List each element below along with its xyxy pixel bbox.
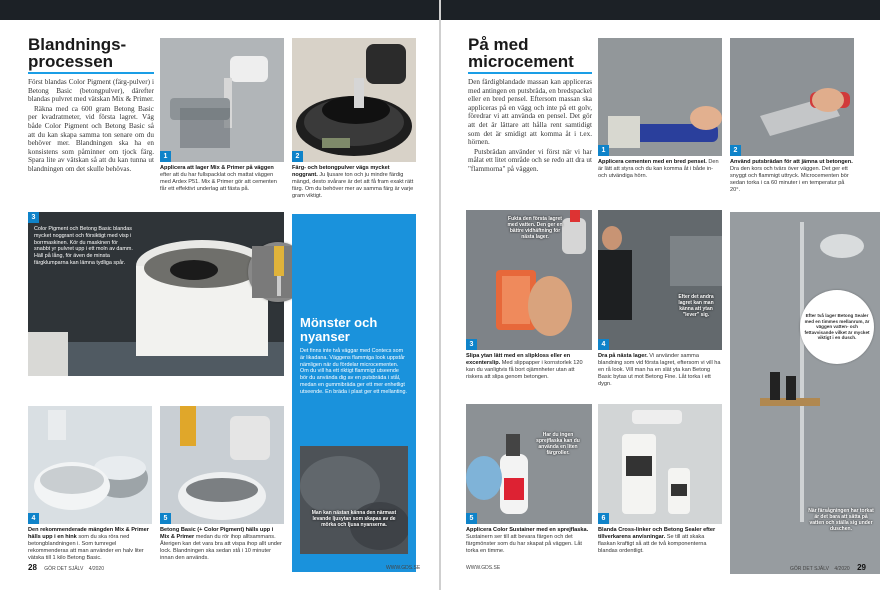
- pouring-image: [160, 406, 284, 524]
- left-caption-3: Color Pigment och Betong Basic blandas mycket noggrant och försiktigt med visp i borrmaskinen. Kör du maskinen för snabbt yr pulvret upp i ett moln av damm. Häll på lång, för även de minsta färgklumparna kan lämna tydliga spår.: [34, 226, 133, 266]
- step-number-4: 4: [28, 513, 39, 524]
- left-photo-3: [28, 212, 284, 376]
- right-step-number-1: 1: [598, 145, 609, 156]
- right-caption-1-text: Den är lätt att styra och du kan komma åt i både in- och utvändiga hörn.: [598, 159, 719, 179]
- worker-wall-image: [598, 210, 722, 350]
- left-title-line2: processen: [28, 52, 114, 71]
- right-intro-p2: Putsbrädan använder vi först när vi har målat ett litet område och se redo att dra ut "flammorna" på väggen.: [468, 147, 592, 173]
- left-caption-1-text: efter att du har fullspacklat och mattat väggen med Ardex P51. Mix & Primer gör att cementen får ett effektivt underlag att fästa på.: [160, 172, 277, 192]
- liquid-bucket-image: [28, 406, 152, 524]
- right-caption-4: [598, 353, 722, 388]
- right-overlay-4: Efter det andra lagret kan man känna att ytan "lever" sig.: [678, 294, 714, 318]
- left-caption-4-bold: Den rekommenderade mängden Mix & Primer hälls upp i en hink: [28, 527, 149, 540]
- info-box-title: [300, 316, 377, 344]
- step-number-1: 1: [160, 151, 171, 162]
- left-intro: [28, 78, 154, 175]
- right-caption-3-bold: Slipa ytan lätt med en slipkloss eller en excenterslip.: [466, 353, 571, 366]
- step-number-5: 5: [160, 513, 171, 524]
- right-intro-p1: Den färdigblandade massan kan appliceras med antingen en putsbräda, en bredspackel eller en bred pensel. Eftersom massan ska appliceras på en vägg och inte på ett golv, föredrar vi att använda en pensel. Det gör att det är lättare att hålla rent samtidigt som det är smidigt att komma åt i t.ex. hörnen.: [468, 78, 592, 147]
- right-caption-6-bold: Blanda Cross-linker och Betong Sealer efter tillverkarens anvisningar.: [598, 527, 716, 540]
- page-gutter: [439, 0, 441, 590]
- right-photo-4: [598, 210, 722, 350]
- info-box-text: Det finns inte två väggar med Contecs som är likadana. Väggens flammiga look uppstår nämligen när du fördelar microcementen. Om du vill ha ett riktigt flammigt utseende bör du använda dig av en putsbräda i stål, medan en gummibräda ger ett mer enhetligt utseende. En bräda i plast ger ett mellanting.: [300, 348, 407, 395]
- right-intro: [468, 78, 592, 175]
- spray-bottle-image: [466, 404, 592, 524]
- right-title: [468, 36, 574, 70]
- left-title-line1: Blandnings-: [28, 35, 127, 54]
- paint-roller-image: [160, 38, 284, 162]
- right-page-number: 29: [857, 563, 866, 572]
- right-photo-5: [466, 404, 592, 524]
- left-page: [0, 20, 438, 590]
- step-number-3: 3: [28, 212, 39, 223]
- right-caption-1: [598, 159, 722, 180]
- right-title-line1: På med: [468, 35, 529, 54]
- left-footer-magazine: GÖR DET SJÄLV: [44, 566, 84, 572]
- right-caption-5-bold: Applicera Color Sustainer med en sprejflaska.: [466, 527, 589, 533]
- shower-photo: [730, 212, 880, 574]
- left-intro-p1: Först blandas Color Pigment (färg-pulver) i Betong Basic (betongpulver), därefter blandas pulvret med vätskan Mix & Primer.: [28, 78, 154, 104]
- step-number-2: 2: [292, 151, 303, 162]
- left-caption-5-bold: Betong Basic (+ Color Pigment) hälls upp i Mix & Primer: [160, 527, 274, 540]
- scale-image: [292, 38, 416, 162]
- left-photo-2: [292, 38, 416, 162]
- right-footer-url: WWW.GDS.SE: [466, 565, 501, 571]
- right-footer-issue: 4/2020: [834, 566, 850, 572]
- right-page: [442, 20, 880, 590]
- left-title: [28, 36, 126, 70]
- right-caption-5: [466, 527, 592, 555]
- right-caption-1-bold: Applicera cementen med en bred pensel.: [598, 159, 707, 165]
- sealer-bottles-image: [598, 404, 722, 524]
- right-step-number-5: 5: [466, 513, 477, 524]
- right-bubble-tip: Efter två lager Betong Sealer med en timmes mellanrum, är väggen vatten- och fettavvisande vilket är mycket viktigt i en dusch.: [800, 290, 874, 364]
- info-box-title-line1: Mönster och: [300, 315, 378, 330]
- right-photo-6: [598, 404, 722, 524]
- right-caption-5-text: Sustainern ser till att bevara färgen och det färgmönster som du har skapat på väggen. Låt torka en timme.: [466, 534, 582, 554]
- right-overlay-5: Har du ingen sprejflaska kan du använda en liten färgroller.: [536, 432, 580, 456]
- left-info-box: [292, 214, 416, 572]
- left-caption-1-bold: Applicera att lager Mix & Primer på väggen: [160, 165, 274, 171]
- right-caption-4-bold: Dra på nästa lager.: [598, 353, 648, 359]
- right-caption-3: [466, 353, 592, 381]
- right-footer-magazine: GÖR DET SJÄLV: [790, 566, 829, 572]
- trowel-image: [730, 38, 854, 156]
- right-title-rule: [468, 72, 592, 74]
- left-caption-4-text: som du ska röra ned betongblandningen i. Som tumregel rekommenderas att man använder en halv liter vätska till 1 kilo Betong Basic.: [28, 534, 144, 561]
- right-caption-2-text: Dra den kors och tvärs över väggen. Det ger ett snyggt och flammigt uttryck. Microcementen bör sedan torka i ca 60 minuter i en temperatur på 20°.: [730, 166, 849, 193]
- right-caption-2: [730, 159, 854, 194]
- left-footer-url: WWW.GDS.SE: [386, 565, 421, 571]
- right-overlay-3: Fukta den första lagret med vatten. Den ger en bättre vidhäftning för nästa lager.: [507, 216, 563, 240]
- right-step-number-6: 6: [598, 513, 609, 524]
- right-step-number-2: 2: [730, 145, 741, 156]
- right-footer: [790, 563, 866, 572]
- left-caption-5-text: medan du rör ihop alltsammans. Återigen kan det vara bra att vispa ihop allt under lock. Blandningen ska sedan stå i 10 minuter innan den används.: [160, 534, 282, 561]
- left-photo-5: [160, 406, 284, 524]
- left-photo-4: [28, 406, 152, 524]
- left-page-number: 28: [28, 563, 37, 572]
- shower-overlay: När färsågningen har torkat är det bara att sätta på vatten och ställa sig under duschen.: [808, 508, 874, 532]
- left-caption-5: [160, 527, 284, 562]
- left-footer-issue: 4/2020: [88, 566, 104, 572]
- left-caption-2-bold: Färg- och betongpulver vägs mycket noggrant.: [292, 165, 390, 178]
- right-photo-1: [598, 38, 722, 156]
- right-step-number-3: 3: [466, 339, 477, 350]
- left-caption-1: [160, 165, 284, 193]
- right-photo-3: [466, 210, 592, 350]
- concrete-texture-image: [300, 446, 408, 554]
- info-box-title-line2: nyanser: [300, 329, 350, 344]
- left-photo-1: [160, 38, 284, 162]
- left-caption-2-text: Ju ljusare ton och ju mindre färdig mängd, desto svårare är det att få fram exakt rätt färg. Om du behöver mer av samma färg är varje gram viktigt.: [292, 172, 414, 199]
- left-caption-4: [28, 527, 152, 562]
- left-title-rule: [28, 72, 154, 74]
- brush-wall-image: [598, 38, 722, 156]
- right-caption-4-text: Vi använder samma blandning som vid första lagret, eftersom vi vill ha en rå look. Vill man ha en slät yta kan Betong Basic bytas ut mot Betong Fine. Låt torka i ett dygn.: [598, 353, 721, 387]
- right-photo-2: [730, 38, 854, 156]
- right-caption-3-text: Med slippapper i kornstorlek 120 kan du vanligtvis få bort ojämnheter utan att riskera att slipa genom betongen.: [466, 360, 583, 380]
- info-box-overlay: Man kan nästan känna den närmast levande ljusytan som skapas av de mörka och ljusa nyanserna.: [311, 510, 397, 528]
- right-title-line2: microcement: [468, 52, 574, 71]
- left-caption-2: [292, 165, 416, 200]
- right-caption-6-text: Se till att skaka flaskan kraftigt så att de två komponenterna blandas ordentligt.: [598, 534, 707, 554]
- right-caption-2-bold: Använd putsbrädan för att jämna ut betongen.: [730, 159, 853, 165]
- left-intro-p2: Räkna med ca 600 gram Betong Basic per kvadratmeter, vid första lagret. Väg både Color Pigment och Betong Basic så att du kan skapa samma ton senare om du behöver mer. Blandningen ska ha en konsistens som påminner om tjock färg. Spara lite av vätskan så att du kan tunna ut blandningen om det skulle behövas.: [28, 104, 154, 173]
- left-footer: [28, 563, 104, 572]
- right-caption-6: [598, 527, 722, 555]
- right-step-number-4: 4: [598, 339, 609, 350]
